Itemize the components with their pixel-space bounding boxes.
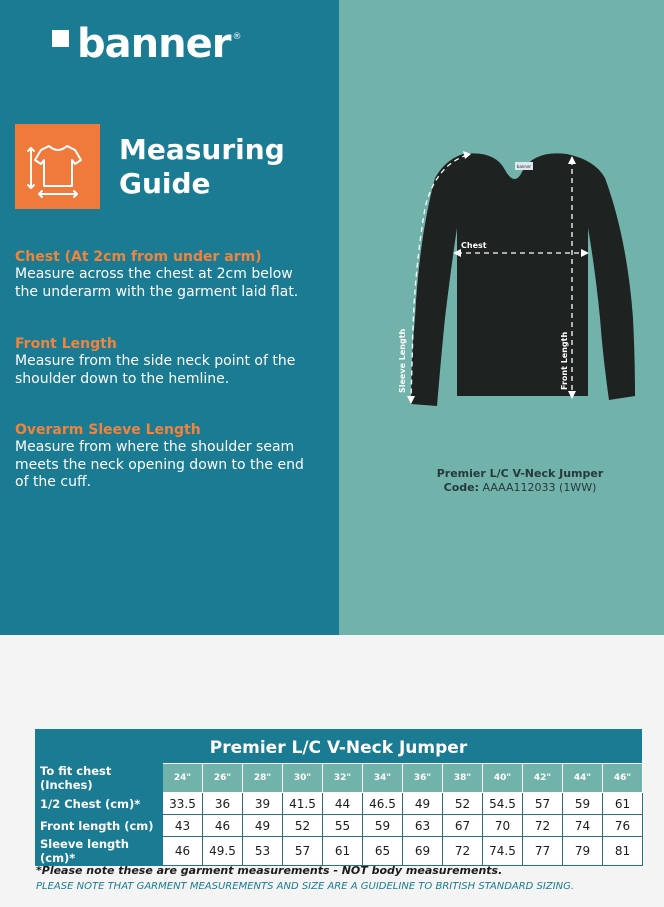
brand-logo (52, 22, 241, 66)
front-length-section (15, 336, 315, 388)
table-cell: 55 (323, 815, 363, 837)
table-cell: 63 (403, 815, 443, 837)
front-length-description: Measure from the side neck point of the shoulder down to the hemline. (15, 353, 296, 387)
size-table (35, 763, 643, 866)
sleeve-length-description: Measure from where the shoulder seam meets the neck opening down to the end of the cuff. (15, 439, 304, 490)
product-name: Premier L/C V-Neck Jumper (436, 467, 604, 480)
logo-square-icon (52, 30, 69, 47)
table-cell: 49 (243, 815, 283, 837)
row-label: Sleeve length (cm)* (36, 837, 163, 866)
size-header-cell: 24" (163, 764, 203, 793)
table-row (36, 793, 643, 815)
chest-section (15, 249, 315, 301)
row-label: 1/2 Chest (cm)* (36, 793, 163, 815)
chest-heading: Chest (At 2cm from under arm) (15, 249, 262, 265)
table-cell: 46 (203, 815, 243, 837)
size-header-cell: 42" (523, 764, 563, 793)
table-row (36, 815, 643, 837)
table-cell: 41.5 (283, 793, 323, 815)
table-cell: 74 (563, 815, 603, 837)
table-cell: 72 (523, 815, 563, 837)
chest-label: Chest (461, 241, 487, 250)
size-header-cell: 34" (363, 764, 403, 793)
title-line-1: Measuring (119, 133, 285, 166)
size-chart-title: Premier L/C V-Neck Jumper (35, 729, 642, 763)
product-code-label: Code: (443, 481, 480, 494)
table-cell: 49 (403, 793, 443, 815)
logo-text: banner (77, 21, 231, 67)
table-cell: 43 (163, 815, 203, 837)
sleeve-length-label: Sleeve Length (398, 328, 407, 393)
title-line-2: Guide (119, 167, 211, 200)
chest-description: Measure across the chest at 2cm below the underarm with the garment laid flat. (15, 266, 299, 300)
table-cell: 59 (363, 815, 403, 837)
size-header-row (36, 764, 643, 793)
logo-registered-mark: ® (232, 32, 242, 42)
guideline-note: PLEASE NOTE THAT GARMENT MEASUREMENTS AND SIZE ARE A GUIDELINE TO BRITISH STANDARD SIZING. (36, 881, 575, 892)
left-info-panel (0, 0, 339, 635)
size-header-cell: 32" (323, 764, 363, 793)
jumper-diagram (395, 148, 640, 413)
tshirt-measure-icon (15, 124, 100, 209)
table-cell: 72 (443, 837, 483, 866)
table-cell: 52 (283, 815, 323, 837)
table-row (36, 837, 643, 866)
table-cell: 36 (203, 793, 243, 815)
table-cell: 61 (603, 793, 643, 815)
page-title (119, 133, 285, 201)
size-header-cell: 30" (283, 764, 323, 793)
sleeve-length-section (15, 422, 315, 492)
table-cell: 46 (163, 837, 203, 866)
product-caption (392, 467, 648, 495)
table-cell: 46.5 (363, 793, 403, 815)
table-cell: 59 (563, 793, 603, 815)
sleeve-length-heading: Overarm Sleeve Length (15, 422, 201, 438)
table-cell: 77 (523, 837, 563, 866)
front-length-label: Front Length (560, 331, 569, 390)
table-cell: 69 (403, 837, 443, 866)
table-cell: 67 (443, 815, 483, 837)
row-label: Front length (cm) (36, 815, 163, 837)
table-cell: 53 (243, 837, 283, 866)
table-cell: 44 (323, 793, 363, 815)
table-cell: 70 (483, 815, 523, 837)
table-cell: 52 (443, 793, 483, 815)
size-header-cell: 44" (563, 764, 603, 793)
front-length-heading: Front Length (15, 336, 117, 352)
size-header-cell: 46" (603, 764, 643, 793)
table-cell: 76 (603, 815, 643, 837)
size-header-cell: 38" (443, 764, 483, 793)
table-cell: 54.5 (483, 793, 523, 815)
size-header-cell: 28" (243, 764, 283, 793)
size-header-cell: 26" (203, 764, 243, 793)
table-cell: 81 (603, 837, 643, 866)
table-cell: 57 (283, 837, 323, 866)
table-cell: 49.5 (203, 837, 243, 866)
size-chart (35, 729, 642, 866)
neck-tag-label: banner (516, 164, 532, 169)
garment-note: *Please note these are garment measurements - NOT body measurements. (36, 864, 503, 877)
table-cell: 57 (523, 793, 563, 815)
size-header-label: To fit chest (Inches) (36, 764, 163, 793)
table-cell: 33.5 (163, 793, 203, 815)
jumper-shape (411, 153, 635, 406)
product-code-value: AAAA112033 (1WW) (482, 481, 597, 494)
table-cell: 61 (323, 837, 363, 866)
size-header-cell: 36" (403, 764, 443, 793)
table-cell: 74.5 (483, 837, 523, 866)
table-cell: 65 (363, 837, 403, 866)
size-header-cell: 40" (483, 764, 523, 793)
table-cell: 39 (243, 793, 283, 815)
table-cell: 79 (563, 837, 603, 866)
